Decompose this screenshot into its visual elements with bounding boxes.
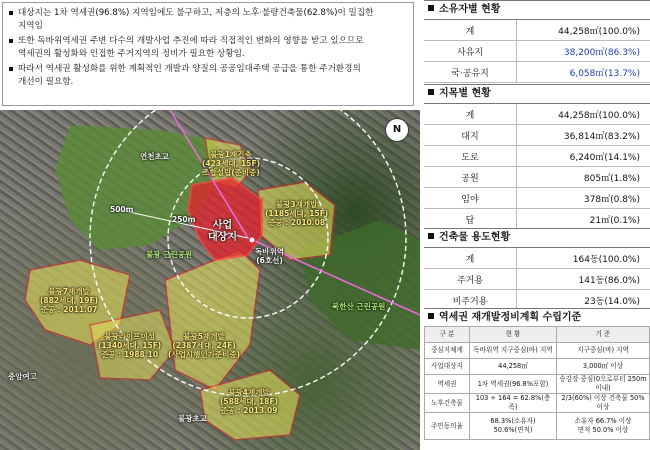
- table-row: [424, 209, 650, 230]
- table-row: [425, 413, 650, 440]
- table-cell-key: 계: [424, 20, 517, 41]
- table-row: [424, 41, 650, 62]
- table-row: [424, 146, 650, 167]
- table-cell: 승강장 중심(0으로부터 250m 이내): [557, 375, 650, 394]
- column-header: 기 준: [557, 327, 650, 343]
- table-cell: 44,258㎡: [470, 359, 557, 375]
- right-panel: [424, 0, 650, 450]
- redevelopment-header: [424, 308, 650, 328]
- school-label: 불광초교: [178, 414, 207, 423]
- table-cell-value: 21㎡(0.1%): [517, 209, 650, 230]
- park-bulgwang-label: 불광 근린공원: [146, 250, 193, 259]
- table-cell-value: 44,258㎡(100.0%): [517, 104, 650, 125]
- section-title: 지목별 현황: [439, 88, 491, 99]
- table-row: [424, 125, 650, 146]
- table-cell-key: 주거용: [424, 269, 517, 290]
- table-row: [424, 20, 650, 41]
- building-use-table: [424, 248, 650, 311]
- table-row: [425, 359, 650, 375]
- table-cell-key: 공원: [424, 167, 517, 188]
- table-cell-value: 36,814㎡(83.2%): [517, 125, 650, 146]
- table-cell-value: 805㎡(1.8%): [517, 167, 650, 188]
- table-row: [424, 104, 650, 125]
- table-cell-key: 비주거용: [424, 290, 517, 311]
- table-cell-value: 23동(14.0%): [517, 290, 650, 311]
- table-cell-key: 답: [424, 209, 517, 230]
- table-cell-key: 국·공유지: [424, 62, 517, 83]
- zone-bulgwang5-label: 불광5재개발 (2387세대, 24F) (사업시행인가준비중): [168, 332, 241, 359]
- table-cell: 지구중심(바) 지역: [557, 343, 650, 359]
- table-cell-key: 대지: [424, 125, 517, 146]
- table-cell: 사업대상지: [425, 359, 470, 375]
- square-bullet-icon: [428, 89, 434, 95]
- table-cell-value: 378㎡(0.8%): [517, 188, 650, 209]
- zone-bulgwang7-label: 불광7재개발 (882세대, 19F) 준공 : 2011.07: [40, 287, 99, 314]
- table-cell-value: 44,258㎡(100.0%): [517, 20, 650, 41]
- table-cell: 2/3(60%) 이상 건축물 50% 이상: [557, 394, 650, 413]
- table-row: [424, 62, 650, 83]
- table-cell-value: 164동(100.0%): [517, 248, 650, 269]
- table-cell-value: 141동(86.0%): [517, 269, 650, 290]
- table-cell: 노후건축물: [425, 394, 470, 413]
- table-row: [424, 167, 650, 188]
- ownership-table: [424, 20, 650, 83]
- summary-bullets: [2, 2, 414, 106]
- table-row: [424, 269, 650, 290]
- radius-250-label: 250m: [172, 215, 196, 224]
- school-label: 연천초교: [140, 152, 169, 161]
- table-cell: 소유자 66.7% 이상 면적 50.0% 이상: [557, 413, 650, 440]
- table-cell-value: 6,240㎡(14.1%): [517, 146, 650, 167]
- land-category-header: [424, 84, 650, 104]
- square-bullet-icon: [428, 233, 434, 239]
- bullet-item: [9, 63, 407, 89]
- zone-bulgwang3-label: 불광3재개발 (1185세대, 15F) 준공 : 2010.08: [265, 200, 329, 227]
- square-bullet-icon: [428, 5, 434, 11]
- table-cell-key: 계: [424, 104, 517, 125]
- table-cell: 68.3%(소유자) 50.6%(면적): [470, 413, 557, 440]
- column-header: 구 분: [425, 327, 470, 343]
- table-cell-value: 6,058㎡(13.7%): [517, 62, 650, 83]
- table-row: [424, 188, 650, 209]
- table-cell: 중심지체계: [425, 343, 470, 359]
- project-site-area: [188, 178, 262, 260]
- square-bullet-icon: [9, 39, 13, 43]
- park-bukhansan-label: 북한산 근린공원: [332, 302, 386, 311]
- column-header: 현 황: [470, 327, 557, 343]
- zone-bulgwang1-label: 불광1재건축 (423세대, 15F) 조합설립(준비중): [202, 150, 261, 177]
- zone-lifevill-label: 불광라이프미성 (1340세대, 15F) 준공 : 1988.10: [98, 332, 162, 359]
- bullet-text: 대상지는 1차 역세권(96.8%) 지역임에도 불구하고, 저층의 노후·불량건축물(62.8%)이 밀집한 지역임: [18, 8, 374, 31]
- school-label: 충암여고: [8, 372, 37, 381]
- table-cell: 역세권: [425, 375, 470, 394]
- table-cell-key: 사유지: [424, 41, 517, 62]
- redevelopment-table: [424, 326, 650, 440]
- square-bullet-icon: [9, 67, 13, 71]
- section-title: 역세권 재개발정비계획 수립기준: [439, 312, 582, 323]
- zone-bulgwang5: [165, 250, 260, 390]
- bullet-text: 또한 독바위역세권 주변 다수의 개발사업 추진에 따라 직접적인 변화의 영향을 받고 있으므로 역세권의 활성화와 인접한 주거지역의 정비가 필요한 상황임.: [18, 36, 364, 59]
- square-bullet-icon: [428, 313, 434, 319]
- table-cell-key: 계: [424, 248, 517, 269]
- table-row: [425, 343, 650, 359]
- table-cell: 103 ÷ 164 = 62.8%(충족): [470, 394, 557, 413]
- bullet-item: [9, 7, 407, 33]
- bullet-item: [9, 35, 407, 61]
- table-cell-key: 임야: [424, 188, 517, 209]
- ownership-header: [424, 0, 650, 20]
- station-marker-icon: [249, 237, 255, 243]
- station-label: 독바위역 (6호선): [255, 247, 284, 265]
- aerial-map: [0, 110, 420, 450]
- table-cell-value: 38,200㎡(86.3%): [517, 41, 650, 62]
- table-row: [425, 394, 650, 413]
- radius-500-label: 500m: [110, 205, 134, 214]
- table-header-row: [425, 327, 650, 343]
- building-use-header: [424, 228, 650, 248]
- table-row: [424, 248, 650, 269]
- project-site-label: 사업 대상지: [208, 220, 237, 243]
- table-cell: 독바위역 지구중심(바) 지역: [470, 343, 557, 359]
- table-cell: 1차 역세권(96.8%포함): [470, 375, 557, 394]
- table-row: [425, 375, 650, 394]
- section-title: 소유자별 현황: [439, 4, 501, 15]
- table-cell-key: 도로: [424, 146, 517, 167]
- table-cell: 주민동의율: [425, 413, 470, 440]
- square-bullet-icon: [9, 11, 13, 15]
- section-title: 건축물 용도현황: [439, 232, 511, 243]
- bullet-text: 따라서 역세권 활성화를 위한 계획적인 개발과 양질의 공공임대주택 공급을 통한 주거환경의 개선이 필요함.: [18, 64, 361, 87]
- land-category-table: [424, 104, 650, 230]
- table-cell: 3,000㎡ 이상: [557, 359, 650, 375]
- north-arrow-icon: N: [385, 118, 409, 142]
- zone-bulgwang4-label: 불광4재개발 (588세대, 18F) 준공 : 2013.09: [220, 388, 279, 415]
